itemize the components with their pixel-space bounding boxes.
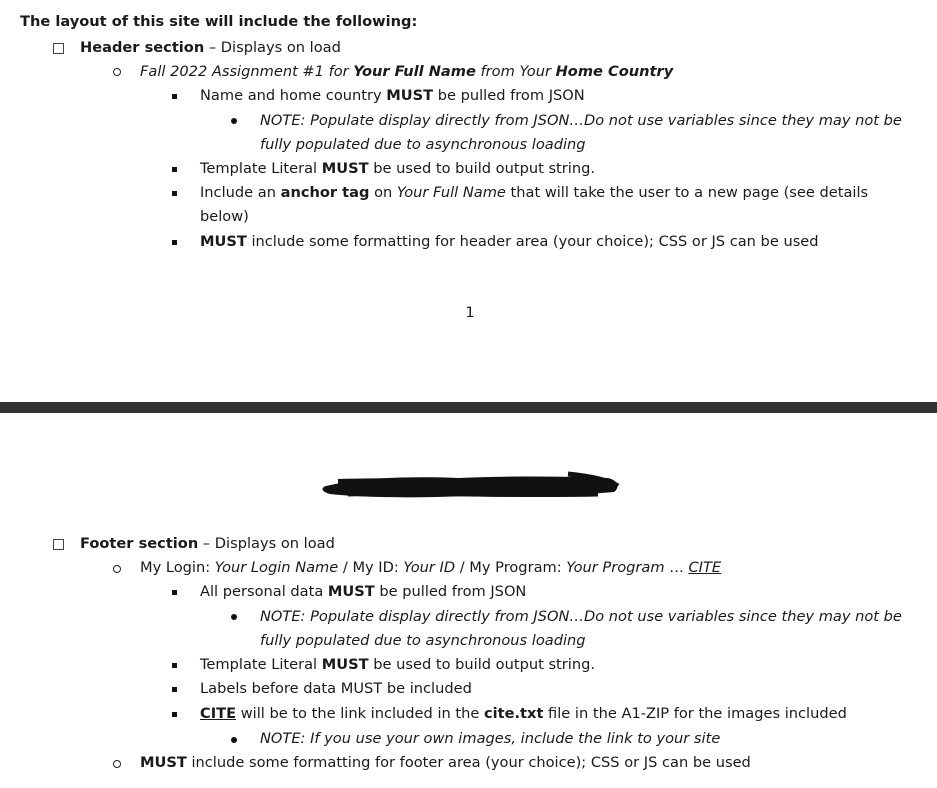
square-bullet-icon: [172, 687, 177, 692]
header-bullet-3-line-1: Include an anchor tag on Your Full Name that will take the user to a new page (see details: [200, 184, 869, 201]
dot-bullet-icon: [231, 118, 237, 124]
circle-bullet-icon: [113, 68, 121, 76]
footer-bullet-2: Template Literal MUST be used to build output string.: [200, 656, 595, 673]
dot-bullet-icon: [231, 737, 237, 743]
footer-sub-line-2: MUST include some formatting for footer area (your choice); CSS or JS can be used: [140, 754, 751, 771]
footer-section-title: Footer section – Displays on load: [80, 535, 335, 552]
cite-link[interactable]: CITE: [688, 559, 722, 576]
header-note-1-line-2: fully populated due to asynchronous loading: [260, 136, 586, 153]
checkbox-icon: [53, 43, 64, 54]
square-bullet-icon: [172, 240, 177, 245]
footer-sub-line: My Login: Your Login Name / My ID: Your ID / My Program: Your Program … CITE: [140, 559, 722, 576]
header-note-1-line-1: NOTE: Populate display directly from JSON…Do not use variables since they may not be: [260, 112, 902, 129]
square-bullet-icon: [172, 167, 177, 172]
footer-note-2: NOTE: If you use your own images, include the link to your site: [260, 730, 721, 747]
square-bullet-icon: [172, 94, 177, 99]
footer-bullet-1: All personal data MUST be pulled from JSON: [200, 583, 527, 600]
header-sub-line: Fall 2022 Assignment #1 for Your Full Name from Your Home Country: [140, 63, 674, 80]
square-bullet-icon: [172, 590, 177, 595]
header-bullet-4: MUST include some formatting for header area (your choice); CSS or JS can be used: [200, 233, 819, 250]
header-bullet-1: Name and home country MUST be pulled from JSON: [200, 87, 585, 104]
header-section-title: Header section – Displays on load: [80, 39, 341, 56]
footer-note-1-line-2: fully populated due to asynchronous loading: [260, 632, 586, 649]
square-bullet-icon: [172, 663, 177, 668]
square-bullet-icon: [172, 191, 177, 196]
square-bullet-icon: [172, 712, 177, 717]
circle-bullet-icon: [113, 565, 121, 573]
header-bullet-2: Template Literal MUST be used to build output string.: [200, 160, 595, 177]
page-divider: [0, 402, 937, 413]
footer-note-1-line-1: NOTE: Populate display directly from JSON…Do not use variables since they may not be: [260, 608, 902, 625]
footer-bullet-3: Labels before data MUST be included: [200, 680, 472, 697]
header-bullet-3-line-2: below): [200, 208, 249, 225]
redaction-scribble: [318, 470, 624, 504]
cite-label: CITE: [200, 705, 237, 722]
page-number: 1: [465, 304, 475, 321]
checkbox-icon: [53, 539, 64, 550]
footer-bullet-4: CITE will be to the link included in the cite.txt file in the A1-ZIP for the images included: [200, 705, 847, 722]
circle-bullet-icon: [113, 760, 121, 768]
dot-bullet-icon: [231, 614, 237, 620]
intro-heading: The layout of this site will include the following:: [20, 13, 418, 30]
